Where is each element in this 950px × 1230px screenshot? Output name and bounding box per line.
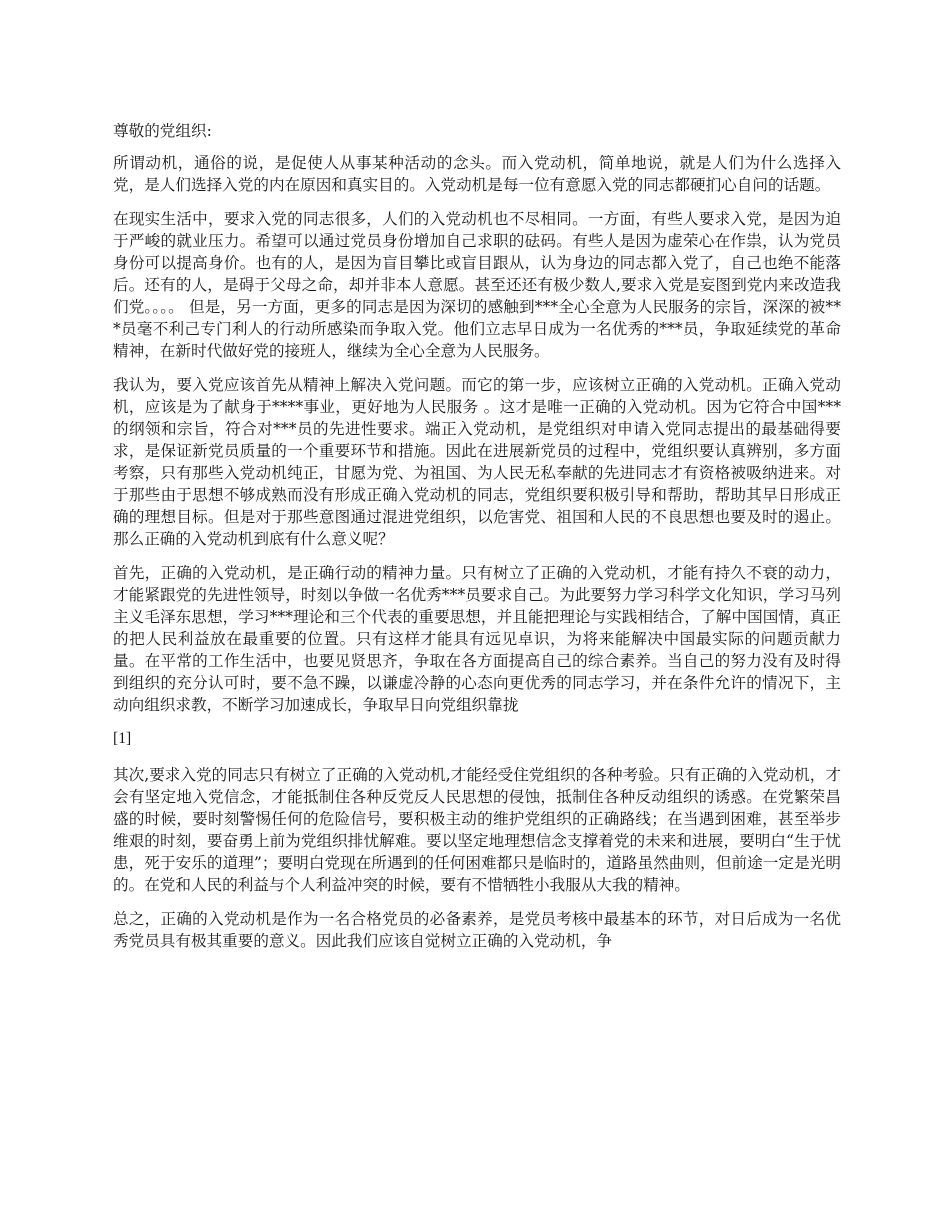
footnote-marker: [1]	[113, 730, 132, 747]
paragraph-correct-motive: 我认为，要入党应该首先从精神上解决入党问题。而它的第一步，应该树立正确的入党动机。正确入党动机，应该是为了献身于****事业，更好地为人民服务 。这才是唯一正确的入党动机。因为它符合中国***的纲领和宗旨，符合对***员的先进性要求。端正入党动机，是党组织对申请入党同志提出的最基础得要求，是保证新党员质量的一个重要环节和措施。因此在进展新党员的过程中，党组织要认真辨别，多方面考察，只有那些入党动机纯正，甘愿为党、为祖国、为人民无私奉献的先进同志才有资格被吸纳进来。对于那些由于思想不够成熟而没有形成正确入党动机的同志，党组织要积极引导和帮助，帮助其早日形成正确的理想目标。但是对于那些意图通过混进党组织，以危害党、祖国和人民的不良思想也要及时的遏止。那么正确的入党动机到底有什么意义呢？	[113, 376, 841, 548]
paragraph-real-life-motives: 在现实生活中，要求入党的同志很多，人们的入党动机也不尽相同。一方面，有些人要求入党，是因为迫于严峻的就业压力。希望可以通过党员身份增加自己求职的砝码。有些人是因为虚荣心在作祟，认为党员身份可以提高身价。也有的人，是因为盲目攀比或盲目跟从，认为身边的同志都入党了，自己也绝不能落后。还有的人，是碍于父母之命，却并非本人意愿。甚至还还有极少数人,要求入党是妄图到党内来改造我们党。。。。 但是，另一方面，更多的同志是因为深切的感触到***全心全意为人民服务的宗旨，深深的被***员毫不利己专门利人的行动所感染而争取入党。他们立志早日成为一名优秀的***员，争取延续党的革命精神，在新时代做好党的接班人，继续为全心全意为人民服务。	[113, 210, 841, 360]
document-page	[113, 120, 841, 964]
salutation: 尊敬的党组织:	[113, 122, 212, 140]
paragraph-motive-definition: 所谓动机，通俗的说，是促使人从事某种活动的念头。而入党动机，简单地说，就是人们为什么选择入党，是人们选择入党的内在原因和真实目的。入党动机是每一位有意愿入党的同志都硬扪心自问的话题。	[113, 154, 841, 194]
paragraph-second-significance: 其次,要求入党的同志只有树立了正确的入党动机,才能经受住党组织的各种考验。只有正确的入党动机，才会有坚定地入党信念，才能抵制住各种反党反人民思想的侵蚀，抵制住各种反动组织的诱惑。在党繁荣昌盛的时候，要时刻警惕任何的危险信号，要积极主动的维护党组织的正确路线；在当遇到困难，甚至举步维艰的时刻，要奋勇上前为党组织排忧解难。要以坚定地理想信念支撑着党的未来和进展，要明白“生于忧患，死于安乐的道理”；要明白党现在所遇到的任何困难都只是临时的，道路虽然曲则，但前途一定是光明的。在党和人民的利益与个人利益冲突的时候，要有不惜牺牲小我服从大我的精神。	[113, 766, 841, 894]
paragraph-first-significance: 首先，正确的入党动机，是正确行动的精神力量。只有树立了正确的入党动机，才能有持久不衰的动力，才能紧跟党的先进性领导，时刻以争做一名优秀***员要求自己。为此要努力学习科学文化知识，学习马列主义毛泽东思想，学习***理论和三个代表的重要思想，并且能把理论与实践相结合，了解中国国情，真正的把人民利益放在最重要的位置。只有这样才能具有远见卓识，为将来能解决中国最实际的问题贡献力量。在平常的工作生活中，也要见贤思齐，争取在各方面提高自己的综合素养。当自己的努力没有及时得到组织的充分认可时，要不急不躁，以谦虚冷静的心态向更优秀的同志学习，并在条件允许的情况下，主动向组织求教，不断学习加速成长，争取早日向党组织靠拢	[113, 564, 841, 714]
paragraph-conclusion: 总之，正确的入党动机是作为一名合格党员的必备素养，是党员考核中最基本的环节，对日后成为一名优秀党员具有极其重要的意义。因此我们应该自觉树立正确的入党动机，争	[113, 910, 841, 950]
